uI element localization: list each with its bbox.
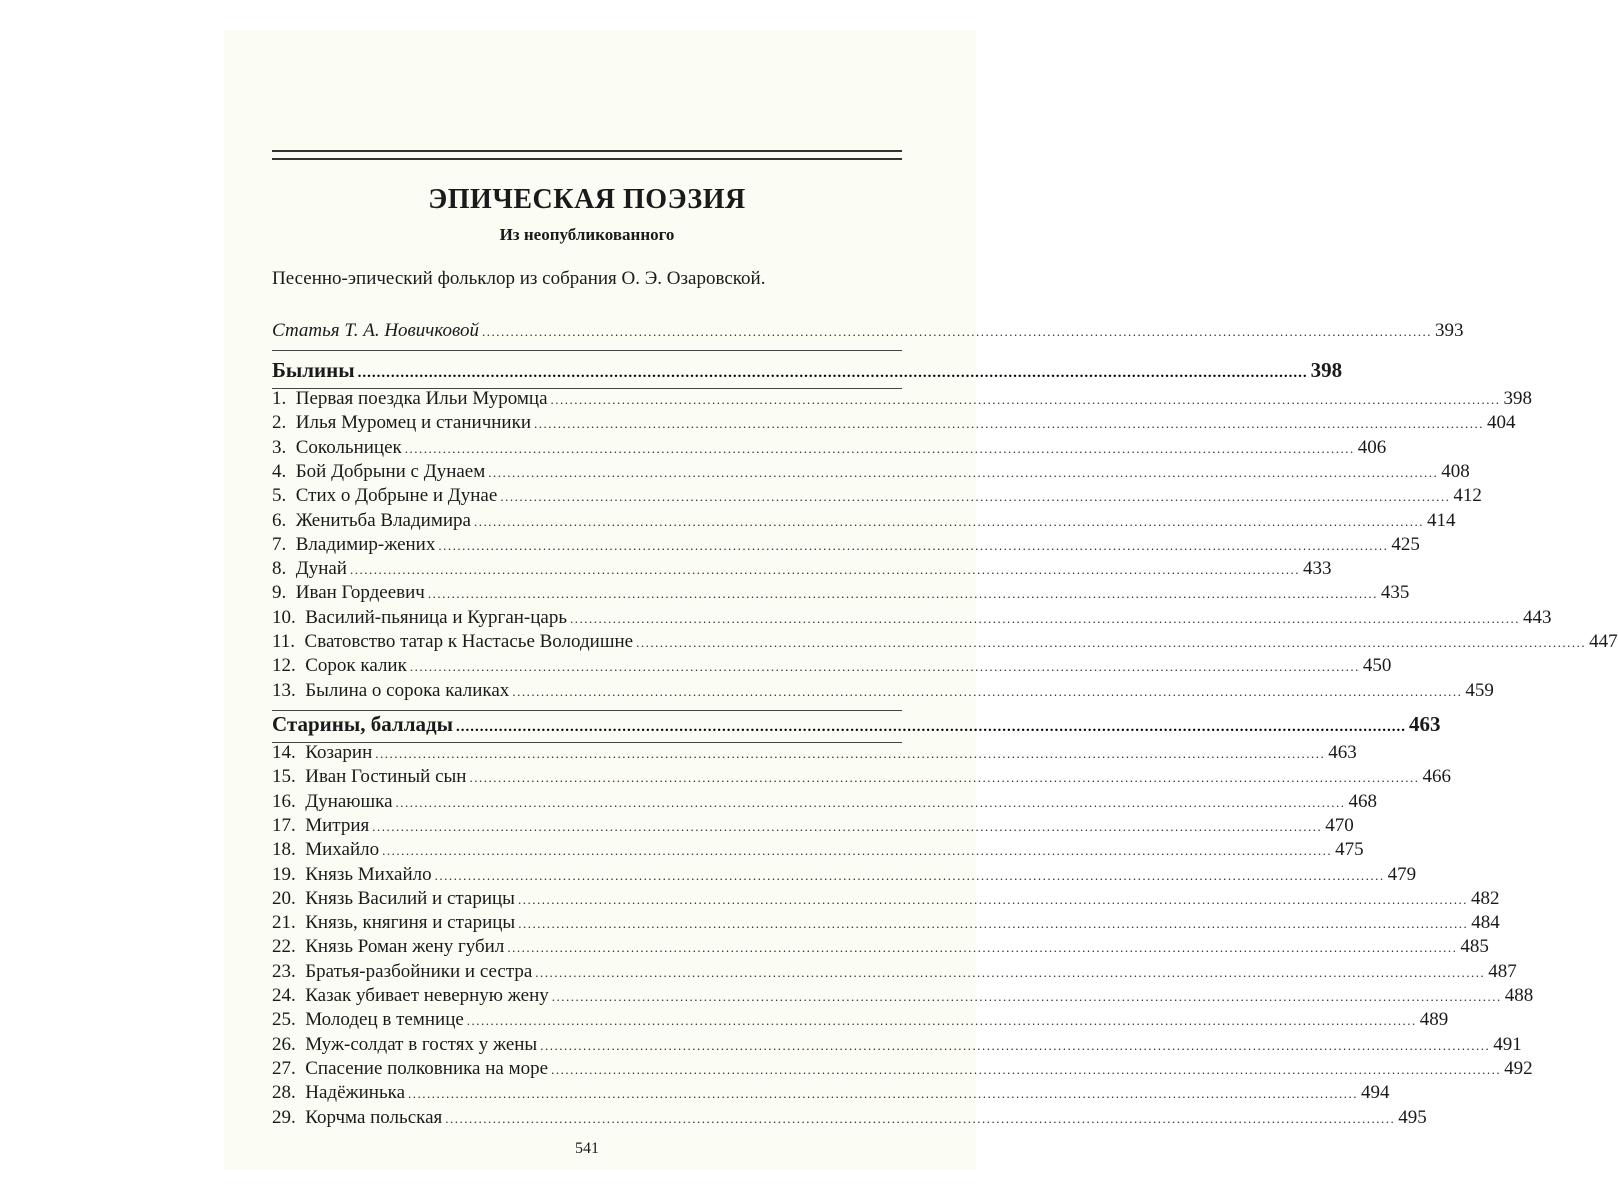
entry-title-text: Дунай bbox=[295, 558, 347, 580]
toc-entry[interactable] bbox=[272, 412, 1516, 434]
header-rule-top bbox=[272, 150, 902, 152]
toc-section-heading[interactable] bbox=[272, 712, 1441, 737]
entry-title-text: Стих о Добрыне и Дунае bbox=[295, 485, 498, 507]
entry-number: 10. bbox=[272, 606, 296, 628]
entry-number: 6. bbox=[272, 509, 287, 531]
page-number: 433 bbox=[1302, 558, 1332, 580]
entry-number: 24. bbox=[272, 985, 296, 1006]
entry-title bbox=[272, 607, 567, 629]
entry-title-text: Князь Роман жену губил bbox=[305, 936, 505, 958]
page-number: 425 bbox=[1391, 533, 1420, 555]
page-number: 459 bbox=[1465, 679, 1494, 701]
leader-dots: ........................................................................................................................................................................................................ bbox=[551, 989, 1502, 1004]
entry-title bbox=[272, 1009, 464, 1031]
entry-title-text: Князь, княгиня и старицы bbox=[305, 912, 516, 934]
entry-title bbox=[272, 791, 393, 813]
page-subtitle: Из неопубликованного bbox=[499, 225, 675, 244]
header-rule-bottom bbox=[272, 158, 902, 160]
leader-dots: ........................................................................................................................................................................................................ bbox=[427, 586, 1378, 602]
toc-entry[interactable] bbox=[272, 839, 1364, 861]
entry-number: 23. bbox=[272, 960, 296, 982]
entry-number: 29. bbox=[272, 1106, 296, 1128]
entry-title-text: Иван Гостиный сын bbox=[305, 766, 467, 788]
page-number: 492 bbox=[1504, 1057, 1533, 1079]
entry-title-text: Дунаюшка bbox=[305, 790, 393, 812]
leader-dots: ........................................................................................................................................................................................................ bbox=[409, 659, 1360, 675]
page-number: 435 bbox=[1380, 582, 1410, 604]
entry-number: 8. bbox=[272, 558, 287, 580]
page-number: 414 bbox=[1426, 509, 1456, 531]
leader-dots: ........................................................................................................................................................................................................ bbox=[434, 867, 1385, 883]
entry-title bbox=[272, 485, 497, 507]
entry-title bbox=[272, 461, 485, 483]
entry-title-text: Сватовство татар к Настасье Володишне bbox=[304, 631, 634, 652]
page-number: 468 bbox=[1348, 790, 1378, 812]
entry-title bbox=[272, 1107, 442, 1129]
entry-number: 1. bbox=[272, 388, 287, 409]
leader-dots: ........................................................................................................................................................................................................ bbox=[540, 1037, 1491, 1053]
toc-entry[interactable] bbox=[272, 1057, 1533, 1080]
toc-entry[interactable] bbox=[272, 1033, 1522, 1056]
entry-title bbox=[272, 961, 532, 983]
leader-dots: ........................................................................................................................................................................................................ bbox=[382, 843, 1333, 859]
entry-title bbox=[272, 1082, 405, 1104]
page-number: 485 bbox=[1460, 936, 1489, 958]
toc-entry[interactable] bbox=[272, 509, 1456, 532]
entry-number: 5. bbox=[272, 485, 287, 507]
toc-entry[interactable] bbox=[272, 960, 1517, 983]
entry-title-text: Князь Василий и старицы bbox=[305, 887, 515, 909]
entry-title-text: Бой Добрыни с Дунаем bbox=[295, 460, 486, 482]
page-number: 482 bbox=[1470, 887, 1500, 909]
page-number: 470 bbox=[1325, 814, 1354, 836]
entry-title-text: Молодец в темнице bbox=[305, 1009, 464, 1031]
page-number: 484 bbox=[1471, 912, 1500, 934]
entry-number: 7. bbox=[272, 533, 287, 555]
entry-title-text: Корчма польская bbox=[305, 1106, 443, 1128]
entry-title-text: Сокольницек bbox=[295, 436, 402, 458]
entry-title-text: Василий-пьяница и Курган-царь bbox=[305, 606, 568, 628]
leader-dots: ........................................................................................................................................................................................................ bbox=[466, 1013, 1417, 1029]
entry-title bbox=[272, 510, 471, 532]
leader-dots: ........................................................................................................................................................................................................ bbox=[517, 891, 1468, 907]
page-number: 450 bbox=[1362, 655, 1392, 677]
toc-entry[interactable] bbox=[272, 863, 1417, 886]
page-number: 475 bbox=[1335, 839, 1364, 861]
intro-article-label: Статья Т. А. Новичковой bbox=[272, 320, 480, 341]
entry-title-text: Князь Михайло bbox=[305, 863, 432, 885]
entry-title bbox=[272, 388, 548, 410]
toc-entry[interactable] bbox=[272, 766, 1451, 788]
leader-dots: ........................................................................................................................................................................................................ bbox=[375, 746, 1326, 761]
toc-intro-entry[interactable] bbox=[272, 320, 1464, 342]
section-page-number: 463 bbox=[1409, 712, 1441, 736]
leader-dots: ........................................................................................................................................................................................................ bbox=[636, 635, 1587, 650]
entry-number: 2. bbox=[272, 412, 287, 434]
entry-number: 18. bbox=[272, 839, 296, 861]
page-number: 491 bbox=[1493, 1033, 1522, 1055]
entry-title-text: Михайло bbox=[305, 839, 380, 861]
entry-title bbox=[272, 655, 407, 677]
section-title: Старины, баллады bbox=[272, 712, 454, 736]
entry-number: 25. bbox=[272, 1009, 296, 1031]
entry-title bbox=[272, 1034, 537, 1056]
entry-number: 17. bbox=[272, 814, 296, 836]
toc-entry[interactable] bbox=[272, 655, 1392, 677]
toc-entry[interactable] bbox=[272, 558, 1332, 580]
entry-title-text: Илья Муромец и станичники bbox=[295, 412, 531, 434]
entry-title bbox=[272, 680, 509, 702]
page-number: 398 bbox=[1503, 388, 1533, 409]
page-number: 494 bbox=[1361, 1082, 1390, 1104]
toc-entry[interactable] bbox=[272, 631, 1618, 653]
page-number: 443 bbox=[1523, 606, 1552, 628]
leader-dots: ........................................................................................................................................................................................................ bbox=[408, 1086, 1359, 1102]
entry-title-text: Первая поездка Ильи Муромца bbox=[295, 388, 548, 409]
entry-title-text: Сорок калик bbox=[305, 655, 407, 677]
leader-dots: ........................................................................................................................................................................................................ bbox=[372, 818, 1323, 834]
leader-dots: ........................................................................................................................................................................................................ bbox=[395, 794, 1346, 810]
folio-page-number: 541 bbox=[575, 1140, 599, 1157]
entry-title bbox=[272, 412, 531, 434]
entry-title bbox=[272, 534, 435, 556]
entry-number: 26. bbox=[272, 1033, 296, 1055]
entry-number: 13. bbox=[272, 679, 296, 701]
entry-title-text: Иван Гордеевич bbox=[295, 582, 425, 604]
leader-dots: ........................................................................................................................................................................................................ bbox=[518, 916, 1469, 932]
entry-title-text: Надёжинька bbox=[305, 1082, 406, 1104]
leader-dots: ........................................................................................................................................................................................................ bbox=[488, 464, 1439, 480]
section-divider bbox=[272, 710, 902, 711]
entry-title bbox=[272, 558, 347, 580]
toc-entry[interactable] bbox=[272, 533, 1420, 556]
entry-title bbox=[272, 742, 372, 764]
entry-number: 27. bbox=[272, 1057, 296, 1079]
entry-title bbox=[272, 839, 379, 861]
toc-entry[interactable] bbox=[272, 936, 1489, 958]
entry-title-text: Женитьба Владимира bbox=[295, 509, 471, 531]
leader-dots: ........................................................................................................................................................................................................ bbox=[507, 940, 1458, 956]
page-number: 408 bbox=[1441, 460, 1470, 482]
toc-entry[interactable] bbox=[272, 912, 1500, 934]
leader-dots: ........................................................................................................................................................................................................ bbox=[500, 489, 1451, 505]
toc-entry[interactable] bbox=[272, 436, 1387, 459]
leader-dots: ........................................................................................................................................................................................................ bbox=[357, 365, 1308, 381]
entry-title bbox=[272, 912, 515, 934]
toc-entry[interactable] bbox=[272, 887, 1500, 910]
entry-title-text: Козарин bbox=[305, 742, 373, 763]
toc-entry[interactable] bbox=[272, 985, 1534, 1007]
entry-number: 14. bbox=[272, 742, 296, 763]
entry-title bbox=[272, 815, 369, 837]
toc-section-heading[interactable] bbox=[272, 358, 1343, 383]
toc-entry[interactable] bbox=[272, 1082, 1390, 1104]
toc-entry[interactable] bbox=[272, 814, 1354, 837]
leader-dots: ........................................................................................................................................................................................................ bbox=[551, 1061, 1502, 1077]
toc-entry[interactable] bbox=[272, 742, 1357, 764]
entry-title-text: Митрия bbox=[305, 814, 370, 836]
toc-entry[interactable] bbox=[272, 606, 1552, 629]
toc-entry[interactable] bbox=[272, 790, 1378, 813]
leader-dots: ........................................................................................................................................................................................................ bbox=[512, 683, 1463, 699]
entry-number: 20. bbox=[272, 887, 296, 909]
section-page-number: 398 bbox=[1310, 358, 1343, 382]
entry-number: 4. bbox=[272, 460, 287, 482]
page-number: 406 bbox=[1357, 436, 1387, 458]
leader-dots: ........................................................................................................................................................................................................ bbox=[349, 562, 1300, 578]
entry-title bbox=[272, 936, 504, 958]
entry-number: 19. bbox=[272, 863, 296, 885]
page-number: 489 bbox=[1419, 1009, 1449, 1031]
section-divider bbox=[272, 350, 902, 351]
section-title: Былины bbox=[272, 358, 355, 382]
page-number: 466 bbox=[1422, 766, 1451, 788]
page-number: 393 bbox=[1435, 320, 1464, 341]
toc-entry[interactable] bbox=[272, 1009, 1449, 1031]
page-number: 487 bbox=[1488, 960, 1517, 982]
leader-dots: ........................................................................................................................................................................................................ bbox=[445, 1110, 1396, 1126]
entry-number: 16. bbox=[272, 790, 296, 812]
leader-dots: ........................................................................................................................................................................................................ bbox=[570, 610, 1521, 626]
toc-entry[interactable] bbox=[272, 388, 1533, 410]
entry-title-text: Казак убивает неверную жену bbox=[305, 985, 549, 1006]
entry-number: 9. bbox=[272, 582, 287, 604]
toc-entry[interactable] bbox=[272, 679, 1494, 702]
intro-line: Песенно-эпический фольклор из собрания О. Э. Озаровской. bbox=[272, 268, 766, 289]
leader-dots: ........................................................................................................................................................................................................ bbox=[550, 392, 1501, 407]
leader-dots: ........................................................................................................................................................................................................ bbox=[473, 513, 1424, 529]
leader-dots: ........................................................................................................................................................................................................ bbox=[469, 770, 1420, 786]
leader-dots: ........................................................................................................................................................................................................ bbox=[404, 440, 1355, 456]
page-number: 495 bbox=[1398, 1106, 1427, 1128]
entry-title bbox=[272, 766, 466, 788]
entry-title bbox=[272, 1058, 548, 1080]
leader-dots: ........................................................................................................................................................................................................ bbox=[482, 324, 1433, 339]
page-title: ЭПИЧЕСКАЯ ПОЭЗИЯ bbox=[428, 184, 746, 215]
entry-number: 21. bbox=[272, 912, 296, 934]
entry-title bbox=[272, 582, 425, 604]
leader-dots: ........................................................................................................................................................................................................ bbox=[534, 416, 1484, 432]
entry-title bbox=[272, 437, 402, 459]
entry-number: 22. bbox=[272, 936, 296, 958]
page-number: 488 bbox=[1504, 985, 1534, 1006]
entry-title-text: Спасение полковника на море bbox=[305, 1057, 549, 1079]
entry-title bbox=[272, 864, 432, 886]
toc-entry[interactable] bbox=[272, 460, 1470, 483]
toc-entry[interactable] bbox=[272, 485, 1482, 507]
book-page bbox=[224, 30, 1618, 1170]
entry-number: 11. bbox=[272, 631, 296, 652]
page-number: 463 bbox=[1328, 742, 1357, 763]
entry-title bbox=[272, 631, 633, 653]
leader-dots: ........................................................................................................................................................................................................ bbox=[438, 537, 1389, 553]
entry-title bbox=[272, 985, 549, 1007]
entry-title-text: Владимир-жених bbox=[295, 533, 436, 555]
page-number: 479 bbox=[1387, 863, 1417, 885]
page-number: 404 bbox=[1487, 412, 1516, 434]
page-number: 412 bbox=[1453, 485, 1482, 507]
entry-number: 3. bbox=[272, 436, 287, 458]
entry-title-text: Братья-разбойники и сестра bbox=[305, 960, 533, 982]
entry-title-text: Былина о сорока каликах bbox=[305, 679, 510, 701]
entry-number: 15. bbox=[272, 766, 296, 788]
leader-dots: ........................................................................................................................................................................................................ bbox=[535, 964, 1486, 980]
entry-number: 28. bbox=[272, 1082, 296, 1104]
toc-entry[interactable] bbox=[272, 582, 1410, 604]
entry-title-text: Муж-солдат в гостях у жены bbox=[305, 1033, 538, 1055]
toc-entry[interactable] bbox=[272, 1106, 1427, 1129]
page-number: 447 bbox=[1589, 631, 1618, 652]
leader-dots: ........................................................................................................................................................................................................ bbox=[456, 719, 1407, 735]
entry-title bbox=[272, 888, 515, 910]
entry-number: 12. bbox=[272, 655, 296, 677]
